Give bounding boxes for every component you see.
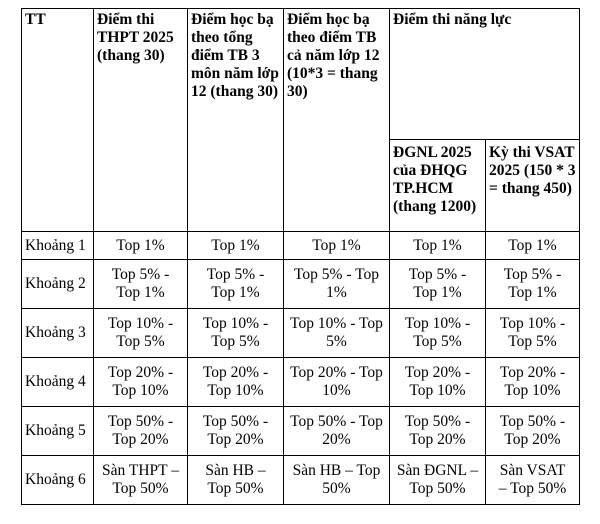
- table-row: [22, 407, 580, 456]
- row-label: Khoảng 5: [22, 407, 94, 456]
- cell-thpt: Sàn THPT – Top 50%: [94, 456, 188, 505]
- cell-vsat: Top 1%: [486, 232, 580, 260]
- cell-hoc-ba-ca-nam: Top 20% - Top 10%: [284, 358, 390, 407]
- row-label: Khoảng 4: [22, 358, 94, 407]
- cell-hoc-ba-ca-nam: Sàn HB – Top 50%: [284, 456, 390, 505]
- header-tt: TT: [22, 9, 94, 232]
- cell-dgnl: Top 1%: [390, 232, 486, 260]
- cell-hoc-ba-ca-nam: Top 5% - Top 1%: [284, 260, 390, 309]
- cell-thpt: Top 5% - Top 1%: [94, 260, 188, 309]
- row-label: Khoảng 3: [22, 309, 94, 358]
- header-thpt: Điểm thi THPT 2025 (thang 30): [94, 9, 188, 232]
- cell-dgnl: Top 50% - Top 20%: [390, 407, 486, 456]
- table-row: [22, 260, 580, 309]
- row-label: Khoảng 1: [22, 232, 94, 260]
- cell-hoc-ba-ca-nam: Top 1%: [284, 232, 390, 260]
- cell-hoc-ba-ca-nam: Top 50% - Top 20%: [284, 407, 390, 456]
- cell-hoc-ba-3-mon: Top 50% - Top 20%: [188, 407, 284, 456]
- cell-vsat: Top 20% - Top 10%: [486, 358, 580, 407]
- header-dgnl: ĐGNL 2025 của ĐHQG TP.HCM (thang 1200): [390, 140, 486, 232]
- table-row: [22, 358, 580, 407]
- cell-hoc-ba-3-mon: Top 10% - Top 5%: [188, 309, 284, 358]
- cell-hoc-ba-ca-nam: Top 10% - Top 5%: [284, 309, 390, 358]
- table-row: [22, 232, 580, 260]
- cell-thpt: Top 50% - Top 20%: [94, 407, 188, 456]
- cell-hoc-ba-3-mon: Top 20% - Top 10%: [188, 358, 284, 407]
- cell-dgnl: Top 5% - Top 1%: [390, 260, 486, 309]
- table-row: [22, 309, 580, 358]
- cell-thpt: Top 1%: [94, 232, 188, 260]
- header-nang-luc: Điểm thi năng lực: [390, 9, 580, 140]
- cell-vsat: Top 5% - Top 1%: [486, 260, 580, 309]
- table-row: [22, 456, 580, 505]
- cell-vsat: Top 50% - Top 20%: [486, 407, 580, 456]
- row-label: Khoảng 6: [22, 456, 94, 505]
- row-label: Khoảng 2: [22, 260, 94, 309]
- cell-dgnl: Top 20% - Top 10%: [390, 358, 486, 407]
- header-hoc-ba-ca-nam: Điểm học bạ theo điểm TB cả năm lớp 12 (10*3 = thang 30): [284, 9, 390, 232]
- cell-dgnl: Sàn ĐGNL – Top 50%: [390, 456, 486, 505]
- header-row-1: [22, 9, 580, 140]
- cell-dgnl: Top 10% - Top 5%: [390, 309, 486, 358]
- header-hoc-ba-3-mon: Điểm học bạ theo tổng điểm TB 3 môn năm lớp 12 (thang 30): [188, 9, 284, 232]
- cell-thpt: Top 10% - Top 5%: [94, 309, 188, 358]
- header-vsat: Kỳ thi VSAT 2025 (150 * 3 = thang 450): [486, 140, 580, 232]
- cell-hoc-ba-3-mon: Top 5% - Top 1%: [188, 260, 284, 309]
- cell-thpt: Top 20% - Top 10%: [94, 358, 188, 407]
- score-conversion-table: [21, 8, 580, 505]
- cell-hoc-ba-3-mon: Top 1%: [188, 232, 284, 260]
- cell-hoc-ba-3-mon: Sàn HB – Top 50%: [188, 456, 284, 505]
- cell-vsat: Top 10% - Top 5%: [486, 309, 580, 358]
- cell-vsat: Sàn VSAT – Top 50%: [486, 456, 580, 505]
